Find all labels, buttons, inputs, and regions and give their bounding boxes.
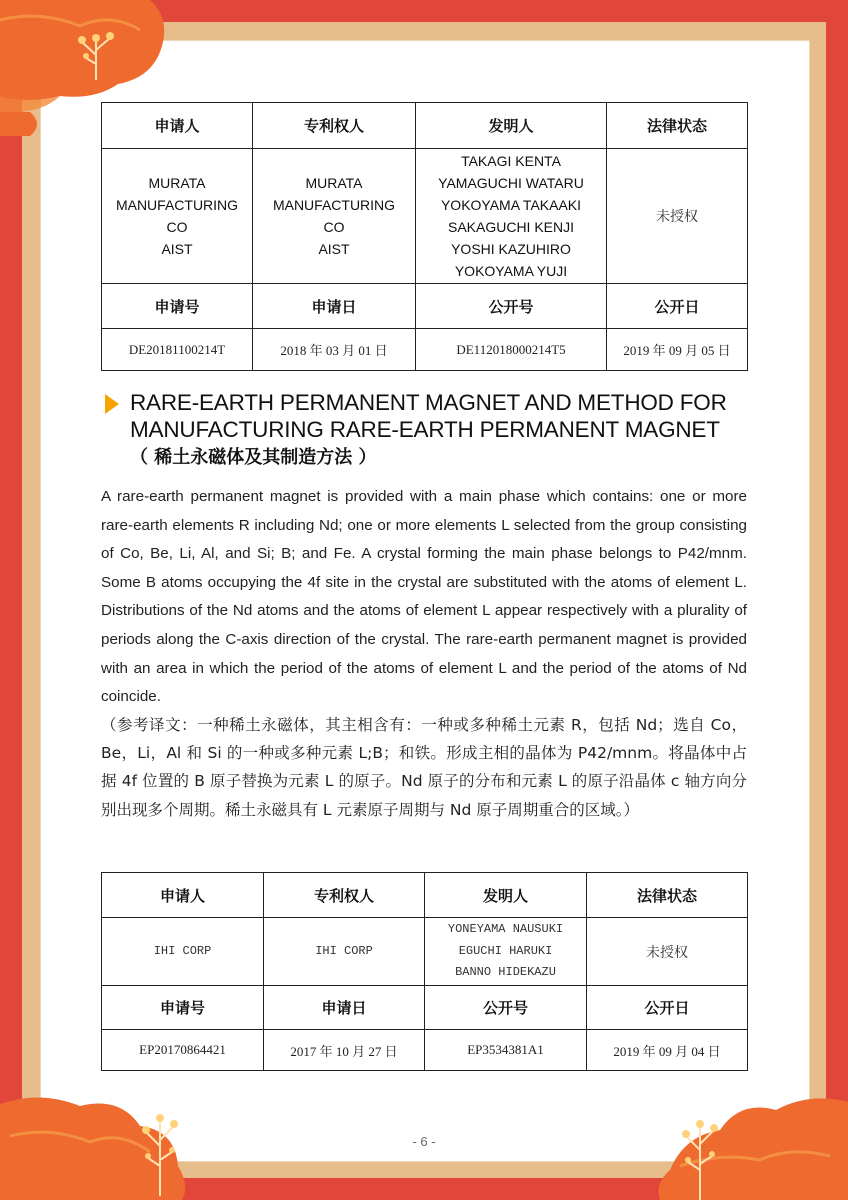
title-arrow-icon: [105, 394, 119, 414]
header-patentee: 专利权人: [264, 873, 425, 918]
patent-table-2: [101, 872, 748, 1071]
legal-status-cell: 未授权: [607, 149, 748, 284]
page-number: - 6 -: [412, 1134, 436, 1149]
header-legal-status: 法律状态: [607, 103, 748, 149]
application-date: 2017 年 10 月 27 日: [264, 1030, 425, 1071]
patent-table-1: [101, 102, 748, 371]
patentee-cell: IHI CORP: [264, 918, 425, 986]
legal-status-cell: 未授权: [587, 918, 748, 986]
cloud-tab-left-icon: [0, 112, 44, 136]
applicant-cell: MURATA MANUFACTURING CO AIST: [102, 149, 253, 284]
header-publication-number: 公开号: [425, 986, 587, 1030]
header-legal-status: 法律状态: [587, 873, 748, 918]
application-date: 2018 年 03 月 01 日: [253, 329, 416, 371]
patent-title-zh: （ 稀土永磁体及其制造方法 ）: [130, 447, 377, 468]
header-publication-date: 公开日: [607, 284, 748, 329]
publication-number: DE112018000214T5: [416, 329, 607, 371]
publication-date: 2019 年 09 月 05 日: [607, 329, 748, 371]
header-application-number: 申请号: [102, 284, 253, 329]
header-applicant: 申请人: [102, 873, 264, 918]
publication-date: 2019 年 09 月 04 日: [587, 1030, 748, 1071]
inventor-cell: TAKAGI KENTA YAMAGUCHI WATARU YOKOYAMA TAKAAKI SAKAGUCHI KENJI YOSHI KAZUHIRO YOKOYAMA YUJI: [416, 149, 607, 284]
patentee-cell: MURATA MANUFACTURING CO AIST: [253, 149, 416, 284]
header-application-number: 申请号: [102, 986, 264, 1030]
applicant-cell: IHI CORP: [102, 918, 264, 986]
header-inventor: 发明人: [425, 873, 587, 918]
header-patentee: 专利权人: [253, 103, 416, 149]
publication-number: EP3534381A1: [425, 1030, 587, 1071]
header-inventor: 发明人: [416, 103, 607, 149]
header-application-date: 申请日: [253, 284, 416, 329]
header-publication-number: 公开号: [416, 284, 607, 329]
header-application-date: 申请日: [264, 986, 425, 1030]
header-publication-date: 公开日: [587, 986, 748, 1030]
patent-title-en: RARE-EARTH PERMANENT MAGNET AND METHOD FOR MANUFACTURING RARE-EARTH PERMANENT MAGNET: [130, 390, 727, 442]
header-applicant: 申请人: [102, 103, 253, 149]
abstract-en: A rare-earth permanent magnet is provided with a main phase which contains: one or more rare-earth elements R including Nd; one or more elements L selected from the group consisting of Co, Be, Li, Al, and Si; B; and Fe. A crystal forming the main phase belongs to P42/mnm. Some B atoms occupying the 4f site in the crystal are substituted with the atoms of element L. Distributions of the Nd atoms and the atoms of element L appear respectively with a plurality of periods along the C-axis direction of the crystal. The rare-earth permanent magnet is provided with an area in which the period of the atoms of element L and the period of the atoms of Nd coincide.: [101, 488, 747, 706]
application-number: DE20181100214T: [102, 329, 253, 371]
inventor-cell: YONEYAMA NAUSUKI EGUCHI HARUKI BANNO HIDEKAZU: [425, 918, 587, 986]
application-number: EP20170864421: [102, 1030, 264, 1071]
abstract-zh: （参考译文：一种稀土永磁体，其主相含有：一种或多种稀土元素 R，包括 Nd；选自 Co，Be，Li，Al 和 Si 的一种或多种元素 L;B；和铁。形成主相的晶体为 P42/mnm。将晶体中占据 4f 位置的 B 原子替换为元素 L 的原子。Nd 原子的分布和元素 L 的原子沿晶体 c 轴方向分别出现多个周期。稀土永磁具有 L 元素原子周期与 Nd 原子周期重合的区域。）: [101, 716, 747, 819]
